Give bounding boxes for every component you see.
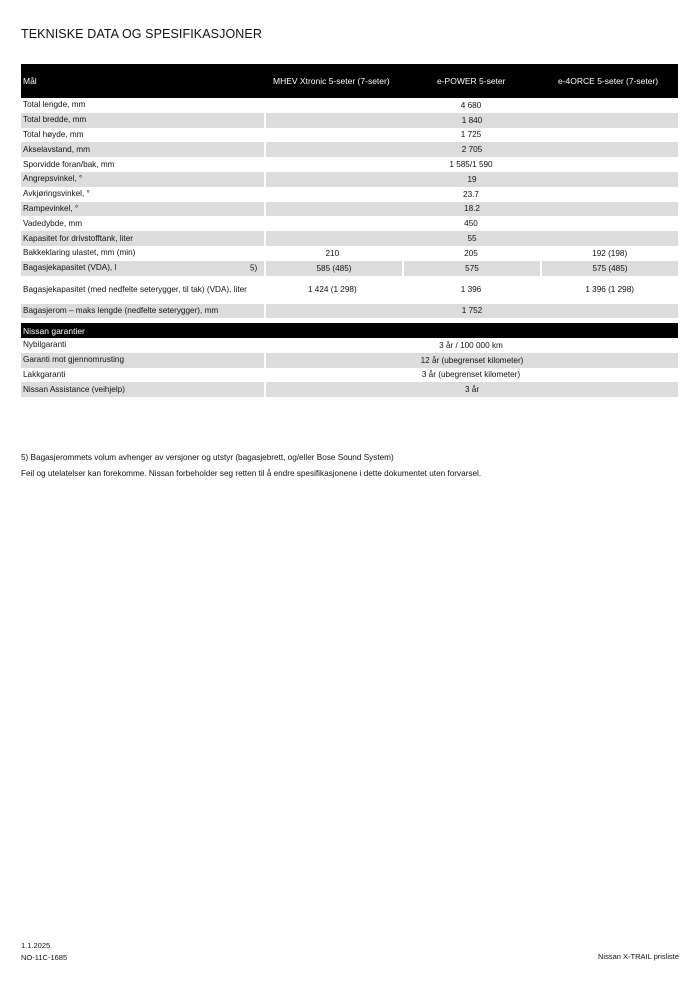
row-value: 192 (198) [592,248,628,258]
table-row [21,246,678,261]
row-label: Avkjøringsvinkel, ° [23,189,90,199]
row-label: Garanti mot gjennomrusting [23,355,125,365]
row-values [264,368,678,383]
row-label: Bagasjekapasitet (VDA), l [23,263,117,273]
row-value: 575 [404,261,540,276]
row-value: 1 396 [460,285,482,295]
row-label: Total høyde, mm [23,129,84,139]
row-values [264,157,678,172]
table-row [21,276,678,304]
row-values [264,202,678,217]
specs-table-header [21,64,678,98]
row-values [264,231,678,246]
page-title: TEKNISKE DATA OG SPESIFIKASJONER [21,27,262,41]
warranty-table [21,323,678,397]
row-value: 3 år / 100 000 km [439,340,503,350]
row-label: Akselavstand, mm [23,144,90,154]
row-label: Rampevinkel, ° [23,203,79,213]
row-label: Total lengde, mm [23,100,86,110]
row-values [264,338,678,353]
table-row [21,142,678,157]
row-footnote-ref: 5) [250,263,258,273]
disclaimer: Feil og utelatelser kan forekomme. Nissan forbeholder seg retten til å endre spesifikasjonene i dette dokumentet uten forvarsel. [21,469,482,478]
row-value: 1 725 [460,130,482,140]
row-value: 3 år [266,382,678,397]
row-label: Vadedybde, mm [23,218,83,228]
row-label: Nybilgaranti [23,340,67,350]
table-row [21,231,678,246]
table-row [21,261,678,276]
row-value: 1 840 [266,113,678,128]
row-values [264,246,678,261]
table-row [21,216,678,231]
row-label: Kapasitet for drivstofftank, liter [23,233,133,243]
row-value: 18.2 [266,202,678,217]
row-label: Angrepsvinkel, ° [23,174,83,184]
table-row [21,98,678,113]
table-row [21,172,678,187]
row-values [264,98,678,113]
row-values [264,142,678,157]
footer-date: 1.1.2025 [21,941,51,950]
row-value: 55 [266,231,678,246]
warranty-header-label: Nissan garantier [23,325,85,336]
row-value: 1 752 [266,304,678,319]
row-values [264,187,678,202]
row-values [264,276,678,304]
row-value: 1 424 (1 298) [307,285,357,295]
row-value: 3 år (ubegrenset kilometer) [421,370,521,380]
header-col-mhev: MHEV Xtronic 5-seter (7-seter) [273,76,390,86]
footer-doc-name: Nissan X-TRAIL prisliste [598,952,679,961]
row-values [264,113,678,128]
row-values [264,382,678,397]
table-row [21,202,678,217]
row-value: 585 (485) [266,261,402,276]
row-value: 23.7 [463,189,479,199]
table-row [21,113,678,128]
row-label: Sporvidde foran/bak, mm [23,159,115,169]
row-value: 575 (485) [542,261,678,276]
table-row [21,304,678,319]
specs-table [21,64,678,318]
table-row [21,353,678,368]
table-row [21,338,678,353]
footer-left [21,940,67,964]
table-row [21,187,678,202]
row-value: 210 [325,248,340,258]
row-values [264,128,678,143]
row-value: 12 år (ubegrenset kilometer) [266,353,678,368]
row-value: 2 705 [266,142,678,157]
row-value: 450 [464,219,478,229]
row-label: Bagasjekapasitet (med nedfelte seterygger, til tak) (VDA), liter [23,284,247,294]
table-row [21,157,678,172]
header-label: Mål [23,76,37,86]
table-row [21,368,678,383]
notes [21,450,481,482]
footnote-5: 5) Bagasjerommets volum avhenger av versjoner og utstyr (bagasjebrett, og/eller Bose Sound System) [21,453,394,462]
table-row [21,128,678,143]
row-label: Bakkeklaring ulastet, mm (min) [23,248,136,258]
row-value: 4 680 [460,100,482,110]
row-values [264,353,678,368]
warranty-table-header [21,323,678,338]
row-value: 1 585/1 590 [449,160,493,170]
header-col-e4orce: e-4ORCE 5-seter (7-seter) [558,76,659,86]
specs-table-body [21,98,678,318]
header-col-epower: e-POWER 5-seter [437,76,506,86]
row-label: Lakkgaranti [23,369,66,379]
row-value: 19 [266,172,678,187]
row-values [264,304,678,319]
table-row [21,382,678,397]
row-label: Total bredde, mm [23,115,87,125]
row-values [264,172,678,187]
row-values [264,261,678,276]
row-label: Nissan Assistance (veihjelp) [23,384,125,394]
row-values [264,216,678,231]
warranty-table-body [21,338,678,397]
row-value: 205 [464,248,478,258]
row-label: Bagasjerom – maks lengde (nedfelte seterygger), mm [23,305,219,315]
footer-code: NO-11C-1685 [21,953,68,962]
row-value: 1 396 (1 298) [585,285,635,295]
